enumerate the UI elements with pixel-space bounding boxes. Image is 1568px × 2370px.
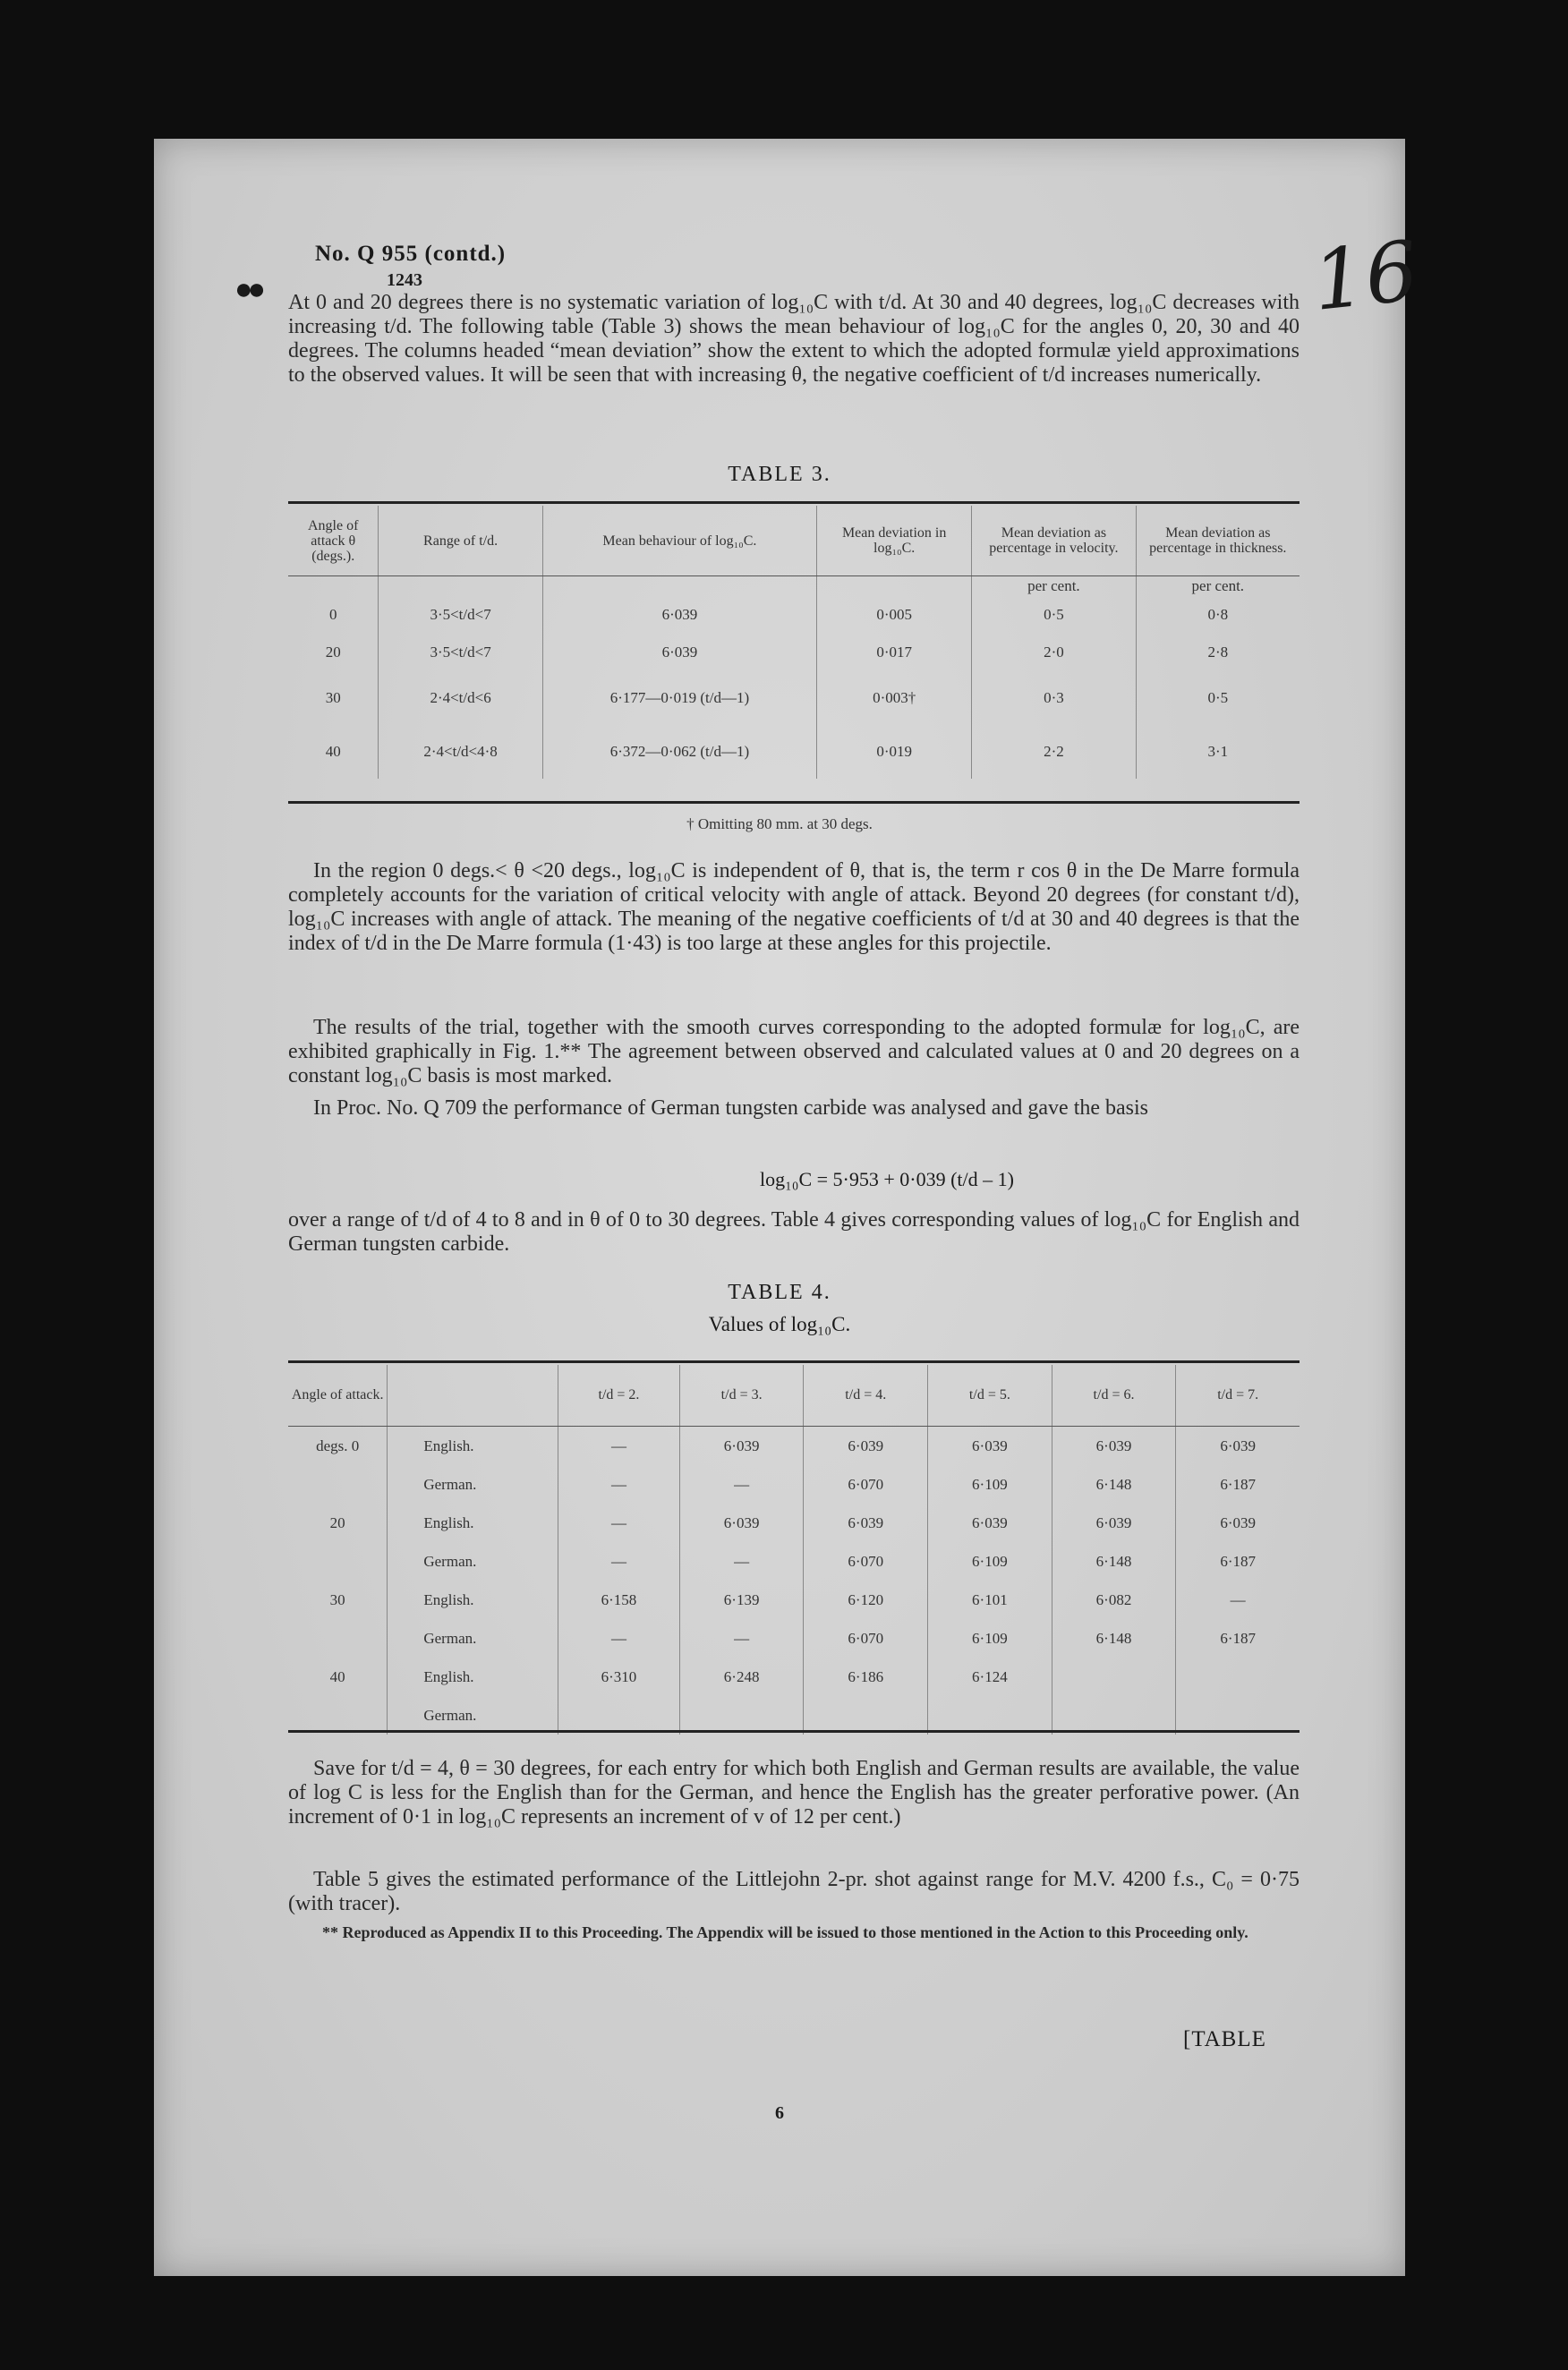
table3-cell: 6·177—0·019 (t/d—1) (542, 671, 816, 725)
page-number: 6 (775, 2103, 784, 2123)
table-row (288, 1581, 1300, 1619)
table4-cell: 6·039 (928, 1427, 1052, 1466)
table4-cell: — (679, 1619, 804, 1658)
table4-cell: 20 (329, 1513, 345, 1531)
table4-cell: German. (388, 1696, 558, 1735)
table4-cell: — (558, 1542, 680, 1581)
paragraph-results: The results of the trial, together with the smooth curves corresponding to the adopted formulæ for log₁₀C, are exhibited graphically in Fig. 1.** The agreement between observed and calculated values at 0 and 20 degrees on a constant log₁₀C basis is most marked. (288, 1016, 1300, 1087)
table4-header: t/d = 7. (1176, 1365, 1300, 1427)
table3-cell: 0·5 (972, 596, 1136, 634)
table4-cell: 6·148 (1052, 1542, 1176, 1581)
table3-cell: 40 (325, 743, 341, 760)
table3 (288, 506, 1300, 779)
table4-cell: — (679, 1542, 804, 1581)
table4-header: Angle of attack. (288, 1365, 388, 1427)
formula-basis: log₁₀C = 5·953 + 0·039 (t/d – 1) (760, 1168, 1014, 1190)
table3-cell: 2·4<t/d<4·8 (379, 725, 542, 779)
punch-hole-marks: ●● (234, 273, 261, 306)
table3-cell: 6·039 (542, 596, 816, 634)
table3-header: Range of t/d. (379, 506, 542, 576)
table4-cell: German. (388, 1619, 558, 1658)
proceeding-subreference: 1243 (387, 270, 422, 290)
table4-cell: 6·101 (928, 1581, 1052, 1619)
table4-cell: 6·158 (558, 1581, 680, 1619)
table4-cell (804, 1696, 928, 1735)
table3-cell: 30 (325, 689, 341, 706)
table4-cell: 6·039 (1176, 1427, 1300, 1466)
table4-cell (1052, 1696, 1176, 1735)
table4-cell: English. (388, 1658, 558, 1696)
table4-cell (928, 1696, 1052, 1735)
table4-cell: 6·187 (1176, 1619, 1300, 1658)
table4-cell: degs. 0 (316, 1436, 360, 1454)
proceeding-reference: No. Q 955 (contd.) (315, 242, 507, 266)
table4-cell: 40 (329, 1667, 345, 1685)
table3-header: Mean deviation in log₁₀C. (817, 506, 972, 576)
table4-cell: — (558, 1465, 680, 1504)
table4-cell: 6·310 (558, 1658, 680, 1696)
table-row (288, 725, 1300, 779)
table4-cell: 6·039 (1176, 1504, 1300, 1542)
table4-subtitle: Values of log₁₀C. (708, 1313, 851, 1335)
handwritten-folio-number: 16 (1308, 223, 1423, 329)
table4 (288, 1365, 1300, 1735)
table4-bottom-rule (288, 1730, 1300, 1733)
table4-cell: — (558, 1619, 680, 1658)
table4-cell: — (558, 1427, 680, 1466)
table4-cell: English. (388, 1427, 558, 1466)
table3-title: TABLE 3. (728, 463, 831, 486)
table4-cell: 6·186 (804, 1658, 928, 1696)
table4-cell: 6·039 (679, 1504, 804, 1542)
table4-top-rule (288, 1360, 1300, 1363)
table4-cell: 6·148 (1052, 1465, 1176, 1504)
table4-title: TABLE 4. (728, 1281, 831, 1304)
table3-cell: 0·003† (817, 671, 972, 725)
table4-cell (288, 1696, 388, 1735)
table4-cell: English. (388, 1581, 558, 1619)
table4-cell (1052, 1658, 1176, 1696)
table4-cell: 6·039 (928, 1504, 1052, 1542)
table4-cell: 6·082 (1052, 1581, 1176, 1619)
table4-cell: 6·039 (804, 1504, 928, 1542)
table3-cell: 0·8 (1136, 596, 1300, 634)
table-row (288, 1542, 1300, 1581)
table-row (288, 1658, 1300, 1696)
table4-cell: English. (388, 1504, 558, 1542)
table3-cell: 0·017 (817, 634, 972, 671)
table3-footnote: † Omitting 80 mm. at 30 degs. (686, 815, 873, 832)
table3-header: Mean deviation as percentage in thickness. (1136, 506, 1300, 576)
table4-cell (288, 1542, 388, 1581)
table4-cell: 6·120 (804, 1581, 928, 1619)
table-row (288, 596, 1300, 634)
table-row (288, 1427, 1300, 1466)
table3-cell: 6·039 (542, 634, 816, 671)
table4-cell: — (558, 1504, 680, 1542)
table3-cell: 6·372—0·062 (t/d—1) (542, 725, 816, 779)
table4-cell (288, 1465, 388, 1504)
table4-cell: 6·039 (1052, 1427, 1176, 1466)
table4-cell: — (1176, 1581, 1300, 1619)
table4-cell: 6·070 (804, 1619, 928, 1658)
table3-cell: 3·5<t/d<7 (379, 634, 542, 671)
table4-cell: 6·039 (679, 1427, 804, 1466)
table3-cell: 3·1 (1136, 725, 1300, 779)
table4-cell: 6·139 (679, 1581, 804, 1619)
table3-header: Mean deviation as percentage in velocity. (972, 506, 1136, 576)
table3-header: Mean behaviour of log₁₀C. (542, 506, 816, 576)
table4-header: t/d = 5. (928, 1365, 1052, 1427)
table3-cell: 3·5<t/d<7 (379, 596, 542, 634)
table3-cell: 0·5 (1136, 671, 1300, 725)
table4-cell: 6·109 (928, 1542, 1052, 1581)
table-row (288, 634, 1300, 671)
table4-cell: 6·109 (928, 1465, 1052, 1504)
table4-cell: 6·148 (1052, 1619, 1176, 1658)
table3-bottom-rule (288, 801, 1300, 804)
table4-header: t/d = 2. (558, 1365, 680, 1427)
table3-cell: 0·3 (972, 671, 1136, 725)
table4-cell (1176, 1696, 1300, 1735)
table4-cell: 6·109 (928, 1619, 1052, 1658)
table-row (288, 1504, 1300, 1542)
table3-cell: 0 (328, 606, 337, 623)
table4-cell: 6·187 (1176, 1465, 1300, 1504)
table4-header: t/d = 3. (679, 1365, 804, 1427)
table4-header (388, 1365, 558, 1427)
table4-cell (1176, 1658, 1300, 1696)
table4-header: t/d = 6. (1052, 1365, 1176, 1427)
table4-cell (679, 1696, 804, 1735)
paragraph-proc: In Proc. No. Q 709 the performance of German tungsten carbide was analysed and gave the basis (313, 1096, 1149, 1120)
table4-cell: 6·070 (804, 1465, 928, 1504)
table4-cell: 6·248 (679, 1658, 804, 1696)
paragraph-range: over a range of t/d of 4 to 8 and in θ of 0 to 30 degrees. Table 4 gives corresponding values of log₁₀C for English and German tungsten carbide. (288, 1208, 1300, 1256)
table3-cell: 0·019 (817, 725, 972, 779)
paragraph-comparison: Save for t/d = 4, θ = 30 degrees, for each entry for which both English and German results are available, the value of log C is less for the English than for the German, and hence the English has the greater perforative power. (An increment of 0·1 in log₁₀C represents an increment of v of 12 per cent.) (288, 1757, 1300, 1829)
table4-cell: — (679, 1465, 804, 1504)
table4-cell: German. (388, 1465, 558, 1504)
table3-cell: 0·005 (817, 596, 972, 634)
table4-cell: 30 (329, 1590, 345, 1608)
table3-cell: 2·8 (1136, 634, 1300, 671)
table3-top-rule (288, 501, 1300, 504)
table3-header: Angle of attack θ (degs.). (288, 506, 379, 576)
table-row (288, 1619, 1300, 1658)
table4-cell: 6·039 (1052, 1504, 1176, 1542)
table3-cell: 20 (325, 644, 341, 661)
table4-cell: 6·070 (804, 1542, 928, 1581)
paragraph-region: In the region 0 degs.< θ <20 degs., log₁₀C is independent of θ, that is, the term r cos θ in the De Marre formula completely accounts for the variation of critical velocity with angle of attack. Beyond 20 degrees (for constant t/d), log₁₀C increases with angle of attack. The meaning of the negative coefficients of t/d at 30 and 40 degrees is that the index of t/d in the De Marre formula (1·43) is too large at these angles for this projectile. (288, 859, 1300, 955)
table4-cell: 6·124 (928, 1658, 1052, 1696)
intro-paragraph: At 0 and 20 degrees there is no systematic variation of log₁₀C with t/d. At 30 and 40 degrees, log₁₀C decreases with increasing t/d. The following table (Table 3) shows the mean behaviour of log₁₀C for the angles 0, 20, 30 and 40 degrees. The columns headed “mean deviation” show the extent to which the adopted formulæ yield approximations to the observed values. It will be seen that with increasing θ, the negative coefficient of t/d increases numerically. (288, 291, 1300, 387)
table4-cell (558, 1696, 680, 1735)
table3-cell: 2·4<t/d<6 (379, 671, 542, 725)
document-page (154, 139, 1423, 2276)
table4-cell: 6·187 (1176, 1542, 1300, 1581)
paragraph-table5: Table 5 gives the estimated performance of the Littlejohn 2-pr. shot against range for M.V. 4200 f.s., C₀ = 0·75 (with tracer). (288, 1868, 1300, 1915)
table3-cell: 2·2 (972, 725, 1136, 779)
table3-cell: 2·0 (972, 634, 1136, 671)
table4-cell: German. (388, 1542, 558, 1581)
table-row (288, 1696, 1300, 1735)
table4-cell (288, 1619, 388, 1658)
table-row (288, 1465, 1300, 1504)
table4-header: t/d = 4. (804, 1365, 928, 1427)
table4-cell: 6·039 (804, 1427, 928, 1466)
appendix-footnote: ** Reproduced as Appendix II to this Proceeding. The Appendix will be issued to those mentioned in the Action to this Proceeding only. (322, 1923, 1248, 1941)
catchword: [TABLE (1183, 2027, 1266, 2051)
table-row (288, 671, 1300, 725)
table3-unit: per cent. (972, 576, 1136, 597)
table3-unit: per cent. (1136, 576, 1300, 597)
